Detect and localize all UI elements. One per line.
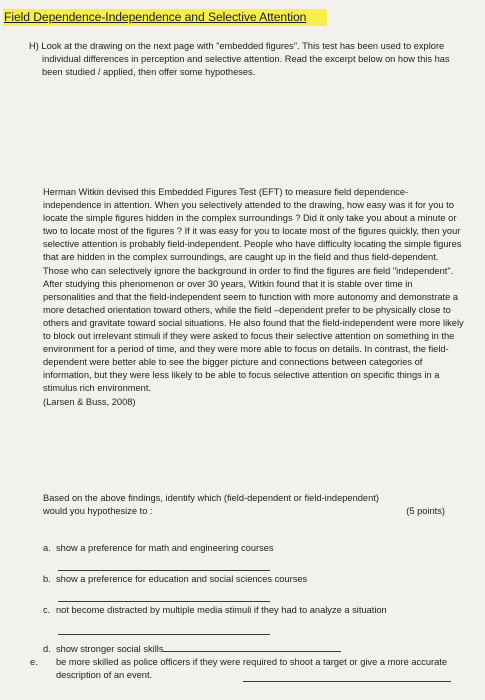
- answer-line-a[interactable]: [58, 570, 270, 571]
- item-text: show stronger social skills: [56, 644, 164, 654]
- item-letter: e.: [30, 657, 38, 667]
- list-item: [43, 542, 463, 555]
- item-text: not become distracted by multiple media stimuli if they had to analyze a situation: [56, 605, 387, 615]
- item-letter: a.: [43, 543, 51, 553]
- answer-line-b[interactable]: [58, 601, 270, 602]
- item-text: be more skilled as police officers if they were required to shoot a target or give a more accurate description of an event.: [56, 657, 448, 680]
- answer-line-c[interactable]: [58, 634, 270, 635]
- question-line-2: would you hypothesize to :: [43, 506, 153, 517]
- page-title: Field Dependence-Independence and Selective Attention: [3, 9, 327, 26]
- answer-blank-d[interactable]: [163, 642, 341, 652]
- question-line-1: Based on the above findings, identify which (field-dependent or field-independent): [43, 493, 379, 503]
- question-prompt: [43, 492, 445, 518]
- intro-text: H) Look at the drawing on the next page with "embedded figures". This test has been used to explore individual differences in perception and selective attention. Read the excerpt below on how this has been studied / applied, then offer some hypotheses.: [29, 41, 450, 78]
- item-letter: b.: [43, 574, 51, 584]
- item-letter: d.: [43, 644, 51, 654]
- points-label: (5 points): [406, 506, 445, 517]
- answer-line-e[interactable]: [243, 681, 451, 682]
- intro-paragraph: [29, 40, 465, 79]
- citation: (Larsen & Buss, 2008): [43, 396, 136, 407]
- item-text: show a preference for math and engineering courses: [56, 543, 274, 553]
- list-item: [43, 573, 463, 586]
- list-item: [43, 604, 463, 617]
- list-item: [43, 642, 463, 656]
- excerpt-paragraph: [43, 186, 465, 409]
- item-text: show a preference for education and social sciences courses: [56, 574, 308, 584]
- list-item: [30, 656, 463, 682]
- excerpt-text: Herman Witkin devised this Embedded Figures Test (EFT) to measure field dependence-independence in attention. When you selectively attended to the drawing, how easy was it for you to locate the simple figures hidden in the complex surroundings ? Did it only take you about a minute or two to locate most of the figures ? If it was easy for you to locate most of the figures quickly, then your selective attention is probably field-independent. People who have difficulty locating the simple figures that are hidden in the complex surroundings, are caught up in the field and thus field-dependent. Those who can selectively ignore the background in order to find the figures are field "independent". After studying this phenomenon or over 30 years, Witkin found that it is stable over time in personalities and that the field-independent seem to function with more autonomy and demonstrate a more detached orientation toward others, while the field –dependent prefer to be physically close to others and gravitate toward social situations. He also found that the field-independent were more likely to block out irrelevant stimuli if they were asked to focus their selective attention on something in the environment for a period of time, and they were more able to focus on details. In contrast, the field-dependent were better able to see the bigger picture and connections between categories of information, but they were less likely to be able to focus selective attention on specific things in a stimulus rich environment.: [43, 187, 464, 394]
- item-letter: c.: [43, 605, 51, 615]
